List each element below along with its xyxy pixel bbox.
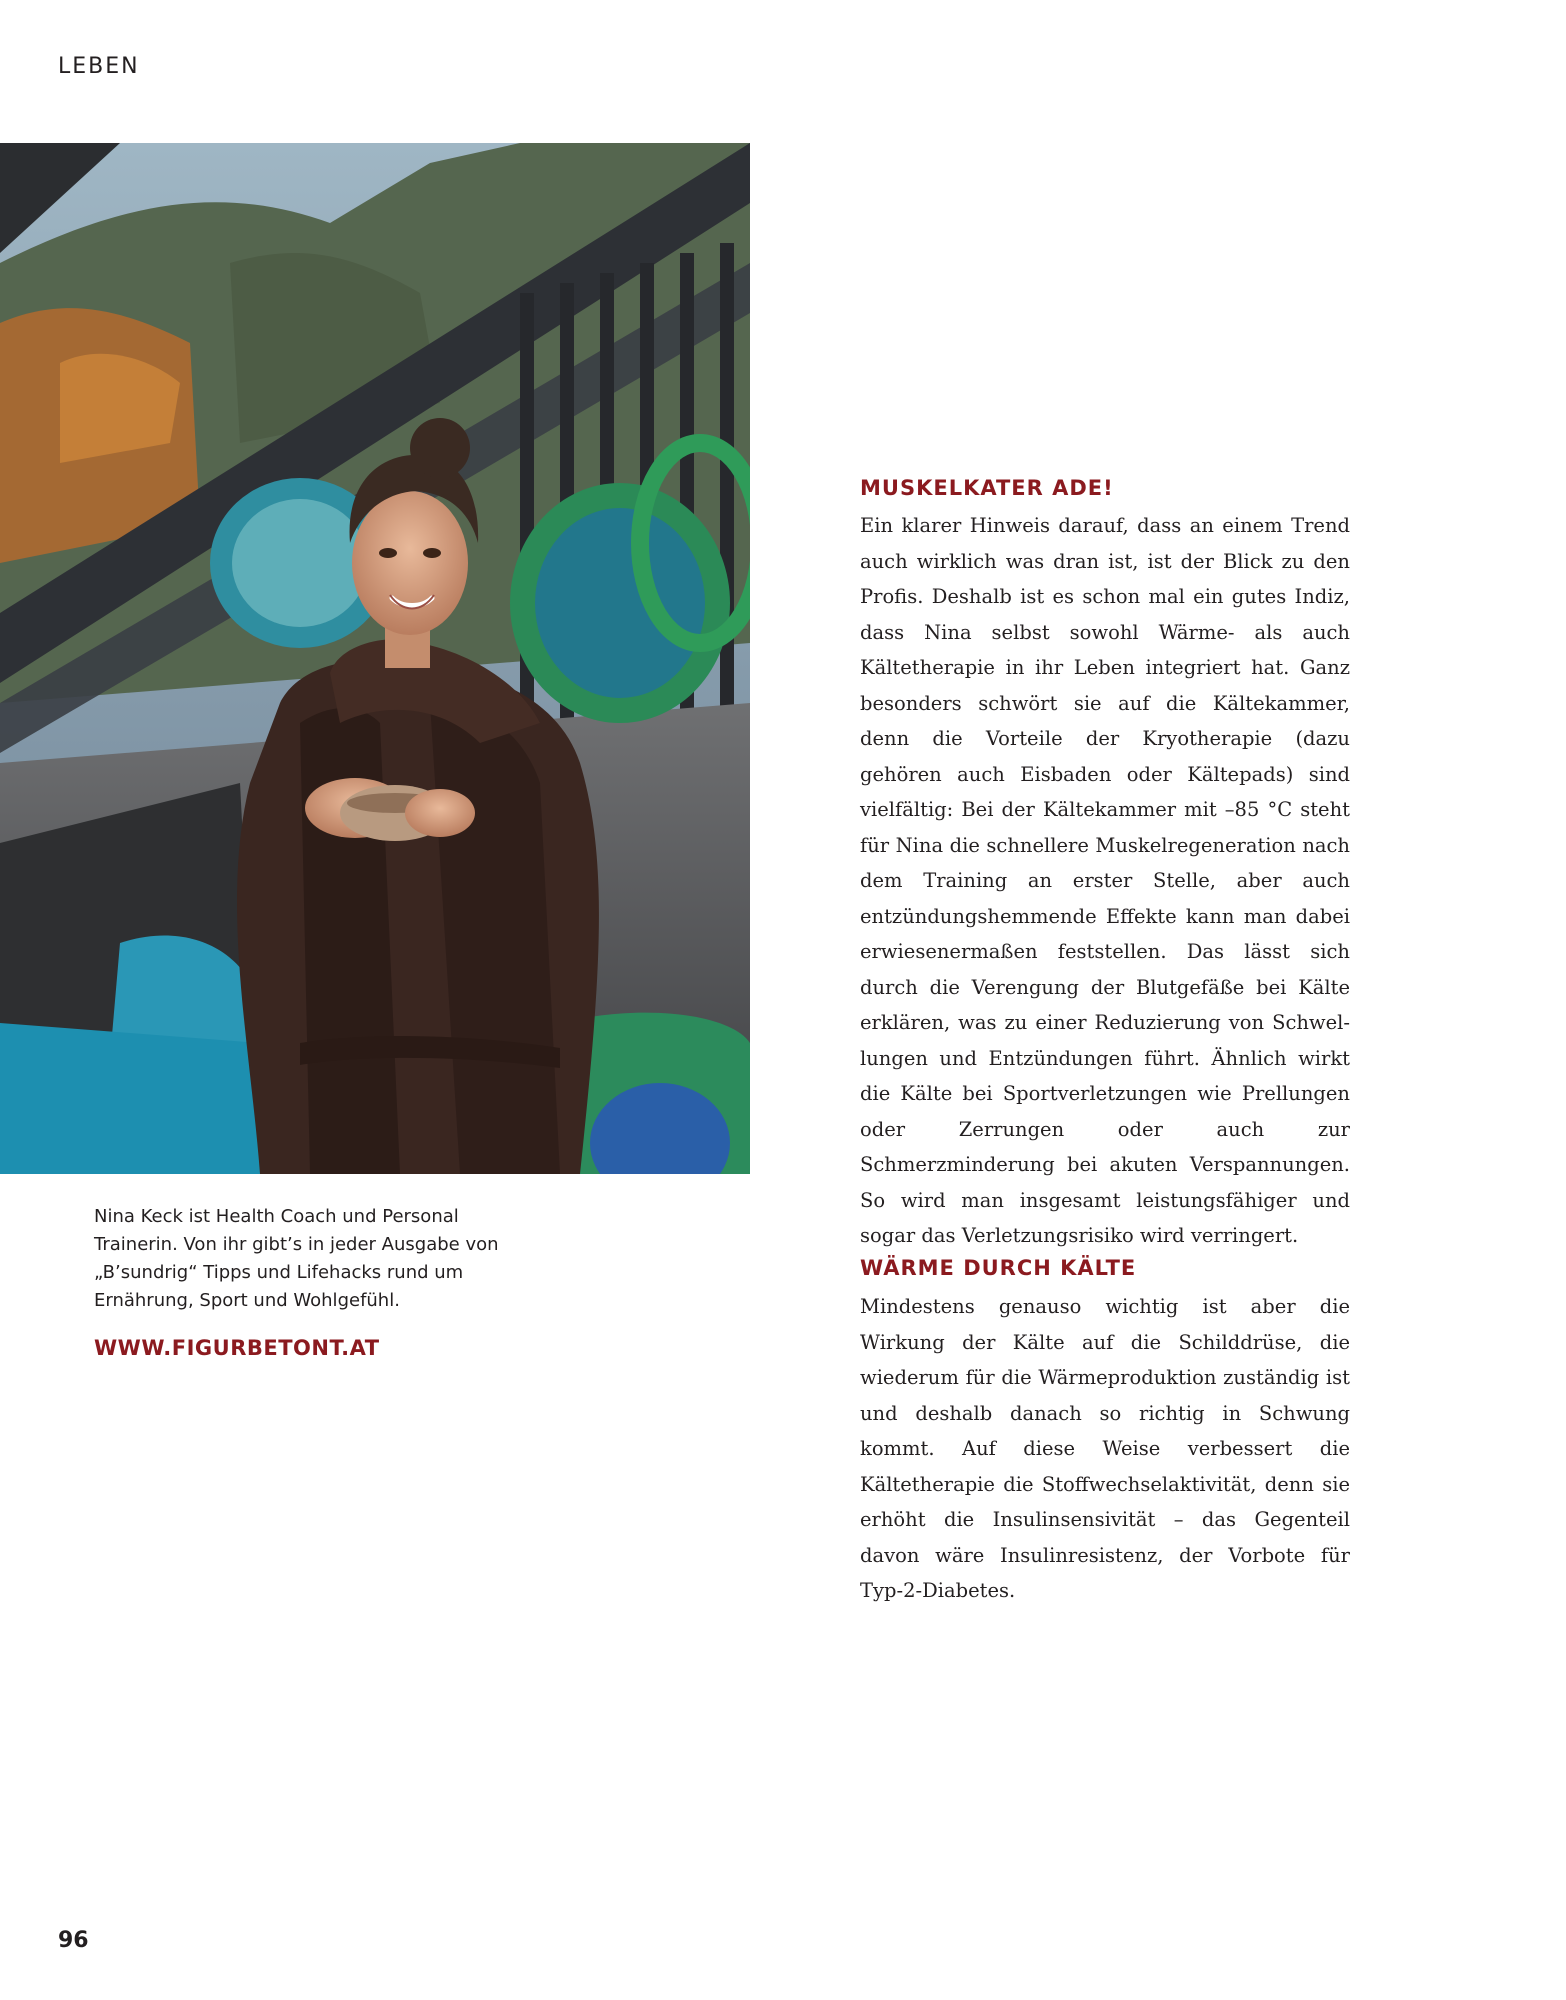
website-link[interactable]: WWW.FIGURBETONT.AT xyxy=(94,1336,380,1360)
article-photo xyxy=(0,143,750,1174)
section-heading-muskelkater: MUSKELKATER ADE! xyxy=(860,476,1114,500)
section-text-muskelkater: Ein klarer Hinweis darauf, dass an einem Trend auch wirklich was dran ist, ist der Blick zu den Profis. Deshalb ist es schon mal ein gutes Indiz, dass Nina selbst sowohl Wärme- als auch Kältetherapie in ihr Leben integriert hat. Ganz besonders schwört sie auf die Kältekammer, denn die Vorteile der Kryotherapie (dazu gehören auch Eisbaden oder Kältepads) sind vielfältig: Bei der Kältekammer mit –85 °C steht für Nina die schnellere Muskelregeneration nach dem Training an erster Stelle, aber auch entzündungshemmende Effekte kann man dabei erwiesenermaßen feststellen. Das lässt sich durch die Verengung der Blutgefäße bei Kälte erklären, was zu einer Reduzierung von Schwellungen und Entzündungen führt. Ähnlich wirkt die Kälte bei Sportverletzungen wie Prellungen oder Zerrungen oder auch zur Schmerzminderung bei akuten Verspannungen. So wird man insgesamt leistungsfähiger und sogar das Verletzungsrisiko wird verringert. xyxy=(860,514,1350,1247)
section-text-waerme: Mindestens genauso wichtig ist aber die Wirkung der Kälte auf die Schilddrüse, die wiederum für die Wärmeproduktion zuständig ist und deshalb danach so richtig in Schwung kommt. Auf diese Weise verbessert die Kältetherapie die Stoffwechselaktivität, denn sie erhöht die Insulinsensivität – das Gegenteil davon wäre Insulinresistenz, der Vorbote für Typ-2-Diabetes. xyxy=(860,1295,1350,1602)
photo-caption: Nina Keck ist Health Coach und Personal Trainerin. Von ihr gibt’s in jeder Ausgabe von „B’sundrig“ Tipps und Lifehacks rund um Ernährung, Sport und Wohlgefühl. xyxy=(94,1206,499,1311)
page-number: 96 xyxy=(58,1928,89,1953)
section-heading-waerme: WÄRME DURCH KÄLTE xyxy=(860,1256,1137,1280)
section-label: LEBEN xyxy=(58,54,140,79)
